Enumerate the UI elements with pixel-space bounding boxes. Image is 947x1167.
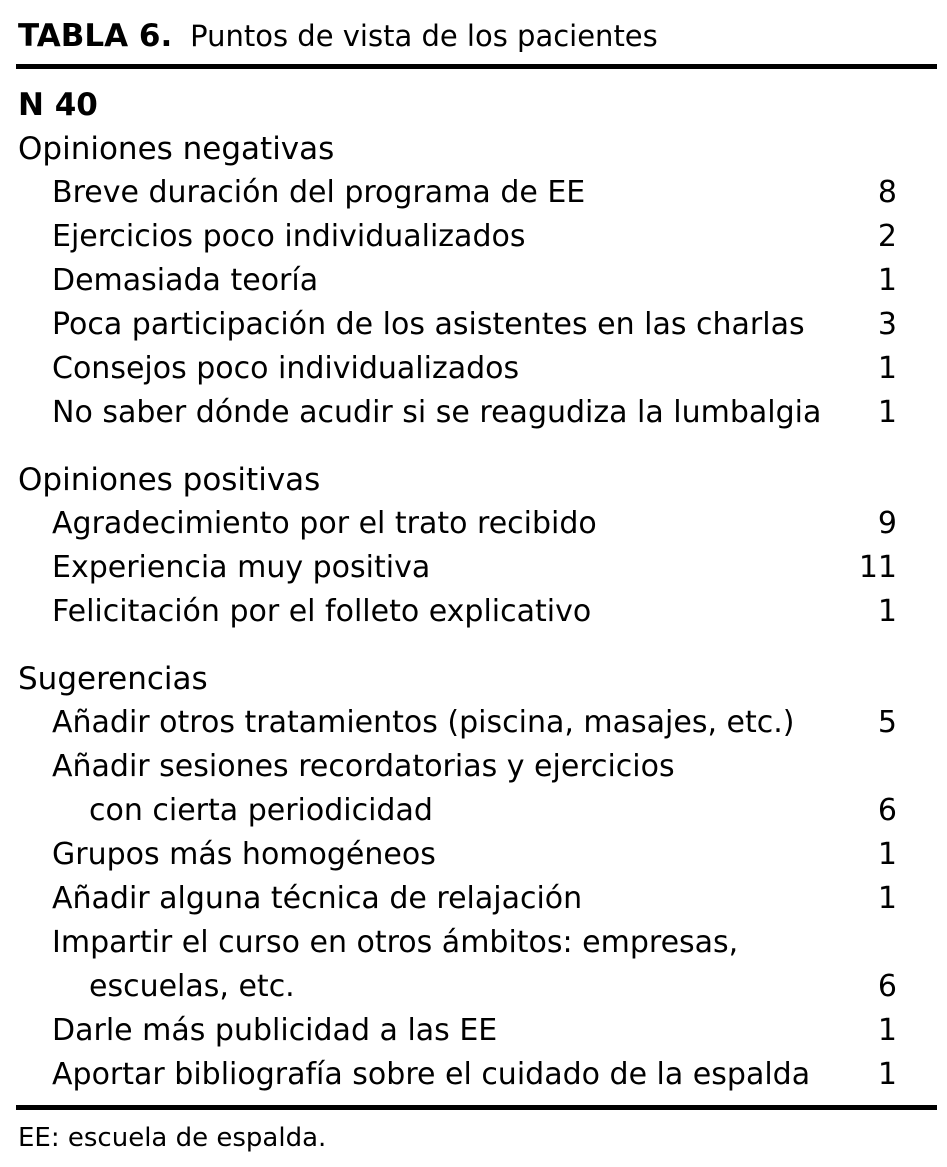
row-label: Grupos más homogéneos [52,837,436,872]
table-row-continuation [0,789,947,833]
table-row [0,347,947,391]
table-footnote: EE: escuela de espalda. [18,1123,327,1153]
bottom-rule [16,1105,937,1110]
row-value: 8 [877,175,897,210]
row-value: 1 [877,351,897,386]
row-label-continued: escuelas, etc. [89,969,295,1004]
row-label: Experiencia muy positiva [52,550,431,585]
row-label: Breve duración del programa de EE [52,175,586,210]
row-label: Añadir sesiones recordatorias y ejercicios [52,749,675,784]
row-label: Felicitación por el folleto explicativo [52,594,592,629]
table-row [0,303,947,347]
table-caption-label: TABLA 6. [18,18,173,54]
row-value: 5 [877,705,897,740]
row-label: Darle más publicidad a las EE [52,1013,498,1048]
row-label: Impartir el curso en otros ámbitos: empresas, [52,925,739,960]
row-label-continued: con cierta periodicidad [89,793,433,828]
table-row [0,1053,947,1097]
row-value: 3 [877,307,897,342]
row-label: Ejercicios poco individualizados [52,219,526,254]
table-row [0,215,947,259]
row-value: 1 [877,881,897,916]
row-value: 1 [877,395,897,430]
section-heading: Sugerencias [18,661,208,697]
table-row [0,921,947,965]
row-label: Consejos poco individualizados [52,351,520,386]
row-value: 9 [877,506,897,541]
row-label: Agradecimiento por el trato recibido [52,506,597,541]
table-row [0,745,947,789]
row-label: Poca participación de los asistentes en las charlas [52,307,805,342]
table-row [0,502,947,546]
section-heading: Opiniones negativas [18,131,335,167]
row-value: 1 [877,594,897,629]
row-value: 6 [877,969,897,1004]
table-row [0,546,947,590]
section-heading: Opiniones positivas [18,462,321,498]
row-value: 11 [858,550,897,585]
table-row [0,877,947,921]
row-label: Añadir alguna técnica de relajación [52,881,583,916]
top-rule [16,64,937,69]
table-row [0,833,947,877]
row-value: 6 [877,793,897,828]
table-row [0,171,947,215]
table-caption [18,14,658,58]
row-label: Demasiada teoría [52,263,319,298]
table-row [0,701,947,745]
row-label: Aportar bibliografía sobre el cuidado de la espalda [52,1057,811,1092]
row-value: 1 [877,837,897,872]
table-row [0,391,947,435]
row-value: 1 [877,1013,897,1048]
row-label: No saber dónde acudir si se reagudiza la lumbalgia [52,395,822,430]
table-row [0,1009,947,1053]
row-label: Añadir otros tratamientos (piscina, masajes, etc.) [52,705,795,740]
table-caption-title: Puntos de vista de los pacientes [190,19,658,53]
row-value: 2 [877,219,897,254]
row-value: 1 [877,263,897,298]
table-row-continuation [0,965,947,1009]
table-row [0,590,947,634]
row-value: 1 [877,1057,897,1092]
sample-size-label: N 40 [18,87,98,123]
table-row [0,259,947,303]
